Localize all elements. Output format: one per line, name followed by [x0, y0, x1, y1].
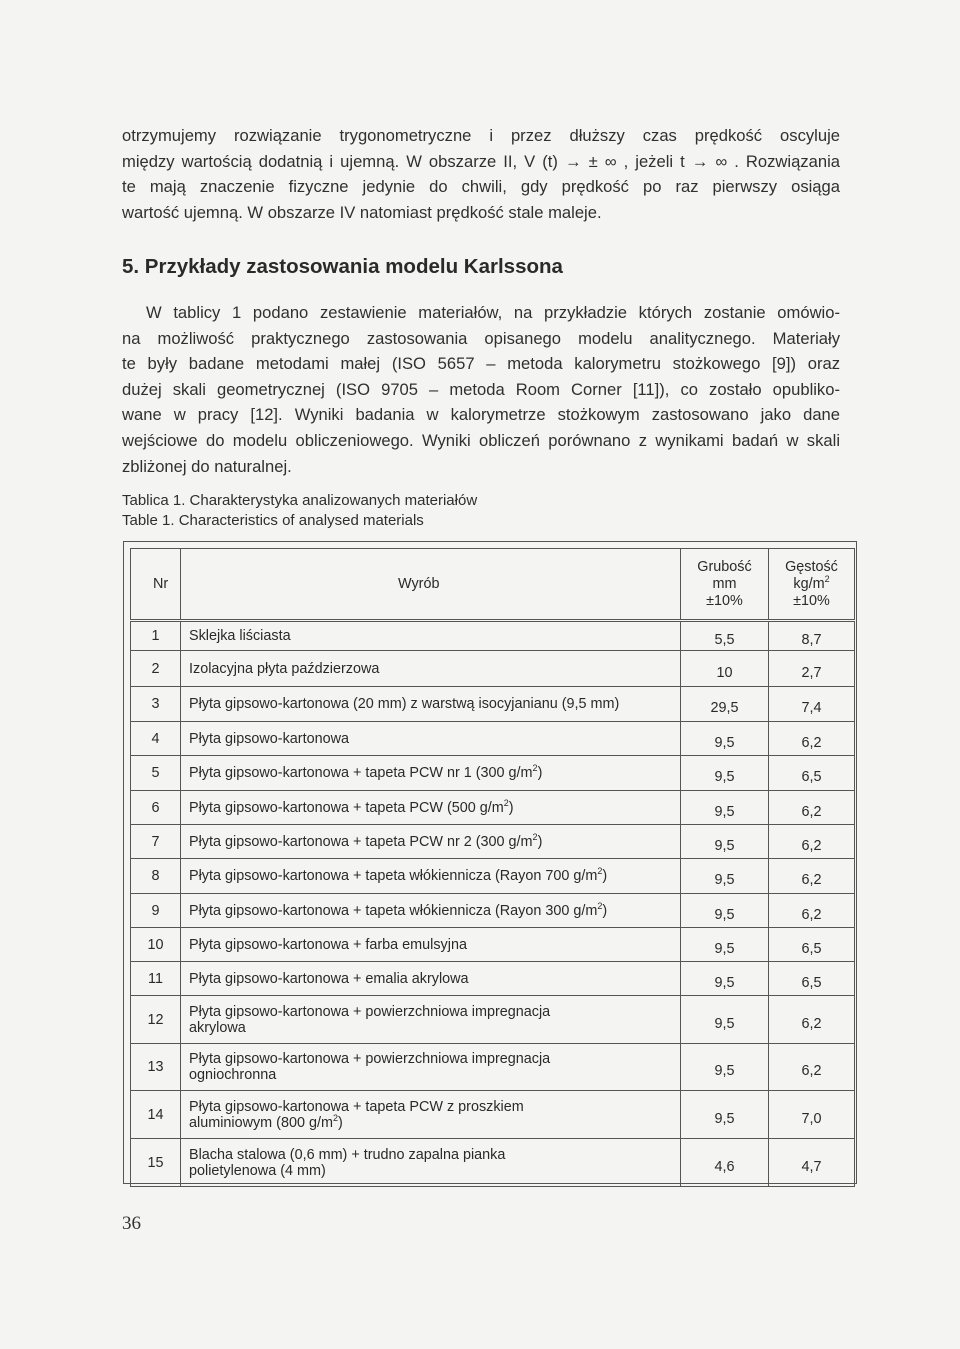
header-product — [181, 549, 681, 621]
cell-nr: 5 — [131, 756, 181, 791]
cell-product — [181, 962, 681, 996]
header-density — [769, 549, 855, 621]
table-row — [131, 825, 855, 859]
product-line — [189, 1020, 680, 1036]
cell-thickness — [681, 722, 769, 756]
thickness-value: 9,5 — [714, 769, 735, 785]
product-text: Sklejka liściasta — [189, 628, 291, 644]
table-row — [131, 687, 855, 722]
cell-nr: 12 — [131, 996, 181, 1044]
header-nr — [131, 549, 181, 621]
intro-line: między wartością dodatnią i ujemną. W obszarze II, V (t) → ± ∞ , jeżeli t → ∞ . Rozwiązania — [122, 151, 840, 171]
product-superscript: 2 — [532, 763, 538, 774]
header-density-unit-text: kg/m — [793, 575, 825, 592]
density-value: 6,2 — [801, 1015, 822, 1032]
cell-density — [769, 928, 855, 962]
cell-density — [769, 756, 855, 791]
cell-nr: 1 — [131, 621, 181, 651]
thickness-value: 9,5 — [714, 872, 735, 888]
thickness-value: 29,5 — [710, 700, 739, 716]
cell-nr: 11 — [131, 962, 181, 996]
density-value: 6,5 — [801, 974, 822, 991]
cell-density — [769, 894, 855, 928]
cell-product — [181, 859, 681, 894]
product-text: Płyta gipsowo-kartonowa + tapeta włókiennicza (Rayon 700 g/m — [189, 868, 598, 884]
cell-nr: 13 — [131, 1044, 181, 1091]
thickness-value: 9,5 — [714, 940, 735, 957]
product-superscript: 2 — [332, 1112, 338, 1123]
cell-product — [181, 1139, 681, 1187]
table-caption-pl: Tablica 1. Charakterystyka analizowanych materiałów — [122, 492, 478, 509]
cell-product — [181, 928, 681, 962]
table-row — [131, 859, 855, 894]
cell-thickness — [681, 1091, 769, 1139]
thickness-value: 9,5 — [714, 1063, 735, 1079]
table-row — [131, 996, 855, 1044]
cell-nr: 10 — [131, 928, 181, 962]
density-value: 6,2 — [801, 906, 822, 923]
section-line: W tablicy 1 podano zestawienie materiałów, na przykładzie których zostanie omówio- — [146, 303, 840, 322]
cell-product — [181, 756, 681, 791]
product-text: Płyta gipsowo-kartonowa + tapeta PCW z proszkiem — [189, 1098, 524, 1115]
density-value: 6,5 — [801, 940, 822, 957]
cell-thickness — [681, 825, 769, 859]
product-text: Płyta gipsowo-kartonowa + tapeta włókiennicza (Rayon 300 g/m — [189, 902, 598, 919]
thickness-value: 9,5 — [714, 734, 735, 751]
cell-density — [769, 791, 855, 825]
product-line — [189, 1147, 680, 1163]
cell-thickness — [681, 651, 769, 687]
product-text: Płyta gipsowo-kartonowa + tapeta PCW nr 1 (300 g/m — [189, 765, 533, 781]
product-text: Blacha stalowa (0,6 mm) + trudno zapalna pianka — [189, 1146, 506, 1163]
header-density-line: Gęstość — [785, 558, 838, 575]
materials-table — [130, 548, 855, 1187]
section-line: wejściowe do modelu obliczeniowego. Wyniki obliczeń porównano z wynikami badań w skali — [122, 430, 840, 450]
product-text: Płyta gipsowo-kartonowa + farba emulsyjna — [189, 936, 467, 953]
materials-table-frame — [123, 541, 857, 1184]
product-text: Płyta gipsowo-kartonowa + powierzchniowa impregnacja — [189, 1051, 551, 1067]
density-value: 6,2 — [801, 872, 822, 888]
cell-density — [769, 996, 855, 1044]
cell-density — [769, 1091, 855, 1139]
density-value: 6,2 — [801, 803, 822, 820]
section-line: zbliżonej do naturalnej. — [122, 456, 292, 476]
section-line: wane w pracy [12]. Wyniki badania w kalorymetrze stożkowym zastosowano jako dane — [122, 405, 840, 425]
section-line: te były badane metodami małej (ISO 5657 – metoda kalorymetru stożkowego [9]) oraz — [122, 354, 840, 374]
header-thickness-line: Grubość — [697, 558, 752, 575]
cell-nr: 7 — [131, 825, 181, 859]
section-line: dużej skali geometrycznej (ISO 9705 – metoda Room Corner [11]), co zostało opubliko- — [122, 379, 840, 399]
cell-nr: 8 — [131, 859, 181, 894]
thickness-value: 9,5 — [714, 837, 735, 854]
table-row — [131, 791, 855, 825]
cell-product — [181, 1044, 681, 1091]
density-value: 7,0 — [801, 1110, 822, 1127]
thickness-value: 5,5 — [714, 632, 735, 648]
density-value: 7,4 — [801, 700, 822, 716]
table-row — [131, 962, 855, 996]
product-text: ) — [602, 902, 608, 919]
cell-product — [181, 687, 681, 722]
product-text: polietylenowa (4 mm) — [189, 1162, 326, 1179]
density-value: 6,2 — [801, 734, 822, 751]
density-value: 6,2 — [801, 837, 822, 854]
cell-nr: 6 — [131, 791, 181, 825]
cell-nr: 4 — [131, 722, 181, 756]
cell-density — [769, 1139, 855, 1187]
section-line: na możliwość praktycznego zastosowania opisanego modelu analitycznego. Materiały — [122, 328, 840, 348]
header-thickness-line: ±10% — [706, 592, 743, 609]
cell-nr: 15 — [131, 1139, 181, 1187]
thickness-value: 9,5 — [714, 974, 735, 991]
cell-thickness — [681, 996, 769, 1044]
table-row — [131, 621, 855, 651]
table-row — [131, 1091, 855, 1139]
thickness-value: 9,5 — [714, 1110, 735, 1127]
thickness-value: 4,6 — [714, 1158, 735, 1175]
table-row — [131, 651, 855, 687]
table-header-row — [131, 549, 855, 621]
cell-thickness — [681, 894, 769, 928]
cell-nr: 2 — [131, 651, 181, 687]
product-text: ogniochronna — [189, 1067, 277, 1083]
cell-thickness — [681, 756, 769, 791]
product-line — [189, 1004, 680, 1020]
product-line — [189, 1112, 680, 1131]
product-text: Płyta gipsowo-kartonowa (20 mm) z warstwą isocyjanianu (9,5 mm) — [189, 696, 620, 712]
cell-product — [181, 621, 681, 651]
product-text: ) — [337, 1114, 343, 1131]
cell-density — [769, 722, 855, 756]
product-text: ) — [537, 765, 543, 781]
cell-product — [181, 996, 681, 1044]
cell-product — [181, 651, 681, 687]
section-heading: 5. Przykłady zastosowania modelu Karlssona — [122, 255, 563, 278]
product-line — [189, 1099, 680, 1115]
header-product-label: Wyrób — [398, 575, 440, 592]
cell-thickness — [681, 621, 769, 651]
product-text: aluminiowym (800 g/m — [189, 1114, 333, 1131]
table-caption-en: Table 1. Characteristics of analysed materials — [122, 512, 424, 529]
product-text: ) — [602, 868, 608, 884]
header-thickness-line: mm — [712, 575, 737, 592]
cell-thickness — [681, 791, 769, 825]
product-text: Izolacyjna płyta paździerzowa — [189, 660, 380, 677]
product-text: Płyta gipsowo-kartonowa + tapeta PCW nr 2 (300 g/m — [189, 833, 533, 850]
product-superscript: 2 — [503, 797, 509, 808]
product-superscript: 2 — [597, 900, 603, 911]
product-line — [189, 1163, 680, 1179]
cell-nr: 9 — [131, 894, 181, 928]
cell-density — [769, 621, 855, 651]
header-density-line: ±10% — [793, 592, 830, 609]
cell-thickness — [681, 962, 769, 996]
table-body — [131, 621, 855, 1187]
cell-product — [181, 825, 681, 859]
table-row — [131, 1139, 855, 1187]
cell-density — [769, 1044, 855, 1091]
table-row — [131, 894, 855, 928]
cell-density — [769, 859, 855, 894]
product-text: Płyta gipsowo-kartonowa — [189, 730, 349, 747]
product-text: ) — [508, 799, 514, 816]
header-thickness — [681, 549, 769, 621]
cell-thickness — [681, 928, 769, 962]
product-superscript: 2 — [532, 831, 538, 842]
density-value: 6,2 — [801, 1063, 822, 1079]
product-text: Płyta gipsowo-kartonowa + tapeta PCW (500 g/m — [189, 799, 504, 816]
cell-product — [181, 791, 681, 825]
product-text: Płyta gipsowo-kartonowa + emalia akrylowa — [189, 970, 469, 987]
header-density-unit-sup: 2 — [824, 573, 830, 584]
cell-thickness — [681, 1044, 769, 1091]
cell-product — [181, 722, 681, 756]
intro-line: otrzymujemy rozwiązanie trygonometryczne i przez dłuższy czas prędkość oscyluje — [122, 126, 840, 145]
section-paragraph — [122, 300, 840, 479]
product-text: ) — [537, 833, 543, 850]
header-nr-label: Nr — [153, 575, 169, 592]
product-line — [189, 1051, 680, 1067]
thickness-value: 9,5 — [714, 803, 735, 820]
table-row — [131, 1044, 855, 1091]
cell-density — [769, 687, 855, 722]
product-superscript: 2 — [597, 866, 603, 877]
thickness-value: 10 — [716, 664, 733, 681]
cell-nr: 14 — [131, 1091, 181, 1139]
intro-paragraph — [122, 123, 840, 225]
density-value: 2,7 — [801, 664, 822, 681]
density-value: 8,7 — [801, 632, 822, 648]
density-value: 6,5 — [801, 769, 822, 785]
table-row — [131, 756, 855, 791]
cell-product — [181, 1091, 681, 1139]
table-row — [131, 928, 855, 962]
cell-thickness — [681, 687, 769, 722]
header-density-unit — [769, 573, 854, 593]
cell-density — [769, 962, 855, 996]
product-text: akrylowa — [189, 1019, 246, 1036]
product-text: Płyta gipsowo-kartonowa + powierzchniowa impregnacja — [189, 1003, 551, 1020]
cell-thickness — [681, 859, 769, 894]
product-line — [189, 1067, 680, 1083]
thickness-value: 9,5 — [714, 1015, 735, 1032]
thickness-value: 9,5 — [714, 906, 735, 923]
cell-density — [769, 825, 855, 859]
cell-product — [181, 894, 681, 928]
density-value: 4,7 — [801, 1158, 822, 1175]
cell-nr: 3 — [131, 687, 181, 722]
intro-line: te mają znaczenie fizyczne jedynie do chwili, gdy prędkość po raz pierwszy osiąga — [122, 177, 840, 197]
page-number: 36 — [122, 1213, 141, 1234]
cell-density — [769, 651, 855, 687]
intro-line: wartość ujemną. W obszarze IV natomiast prędkość stale maleje. — [122, 202, 602, 222]
cell-thickness — [681, 1139, 769, 1187]
table-row — [131, 722, 855, 756]
